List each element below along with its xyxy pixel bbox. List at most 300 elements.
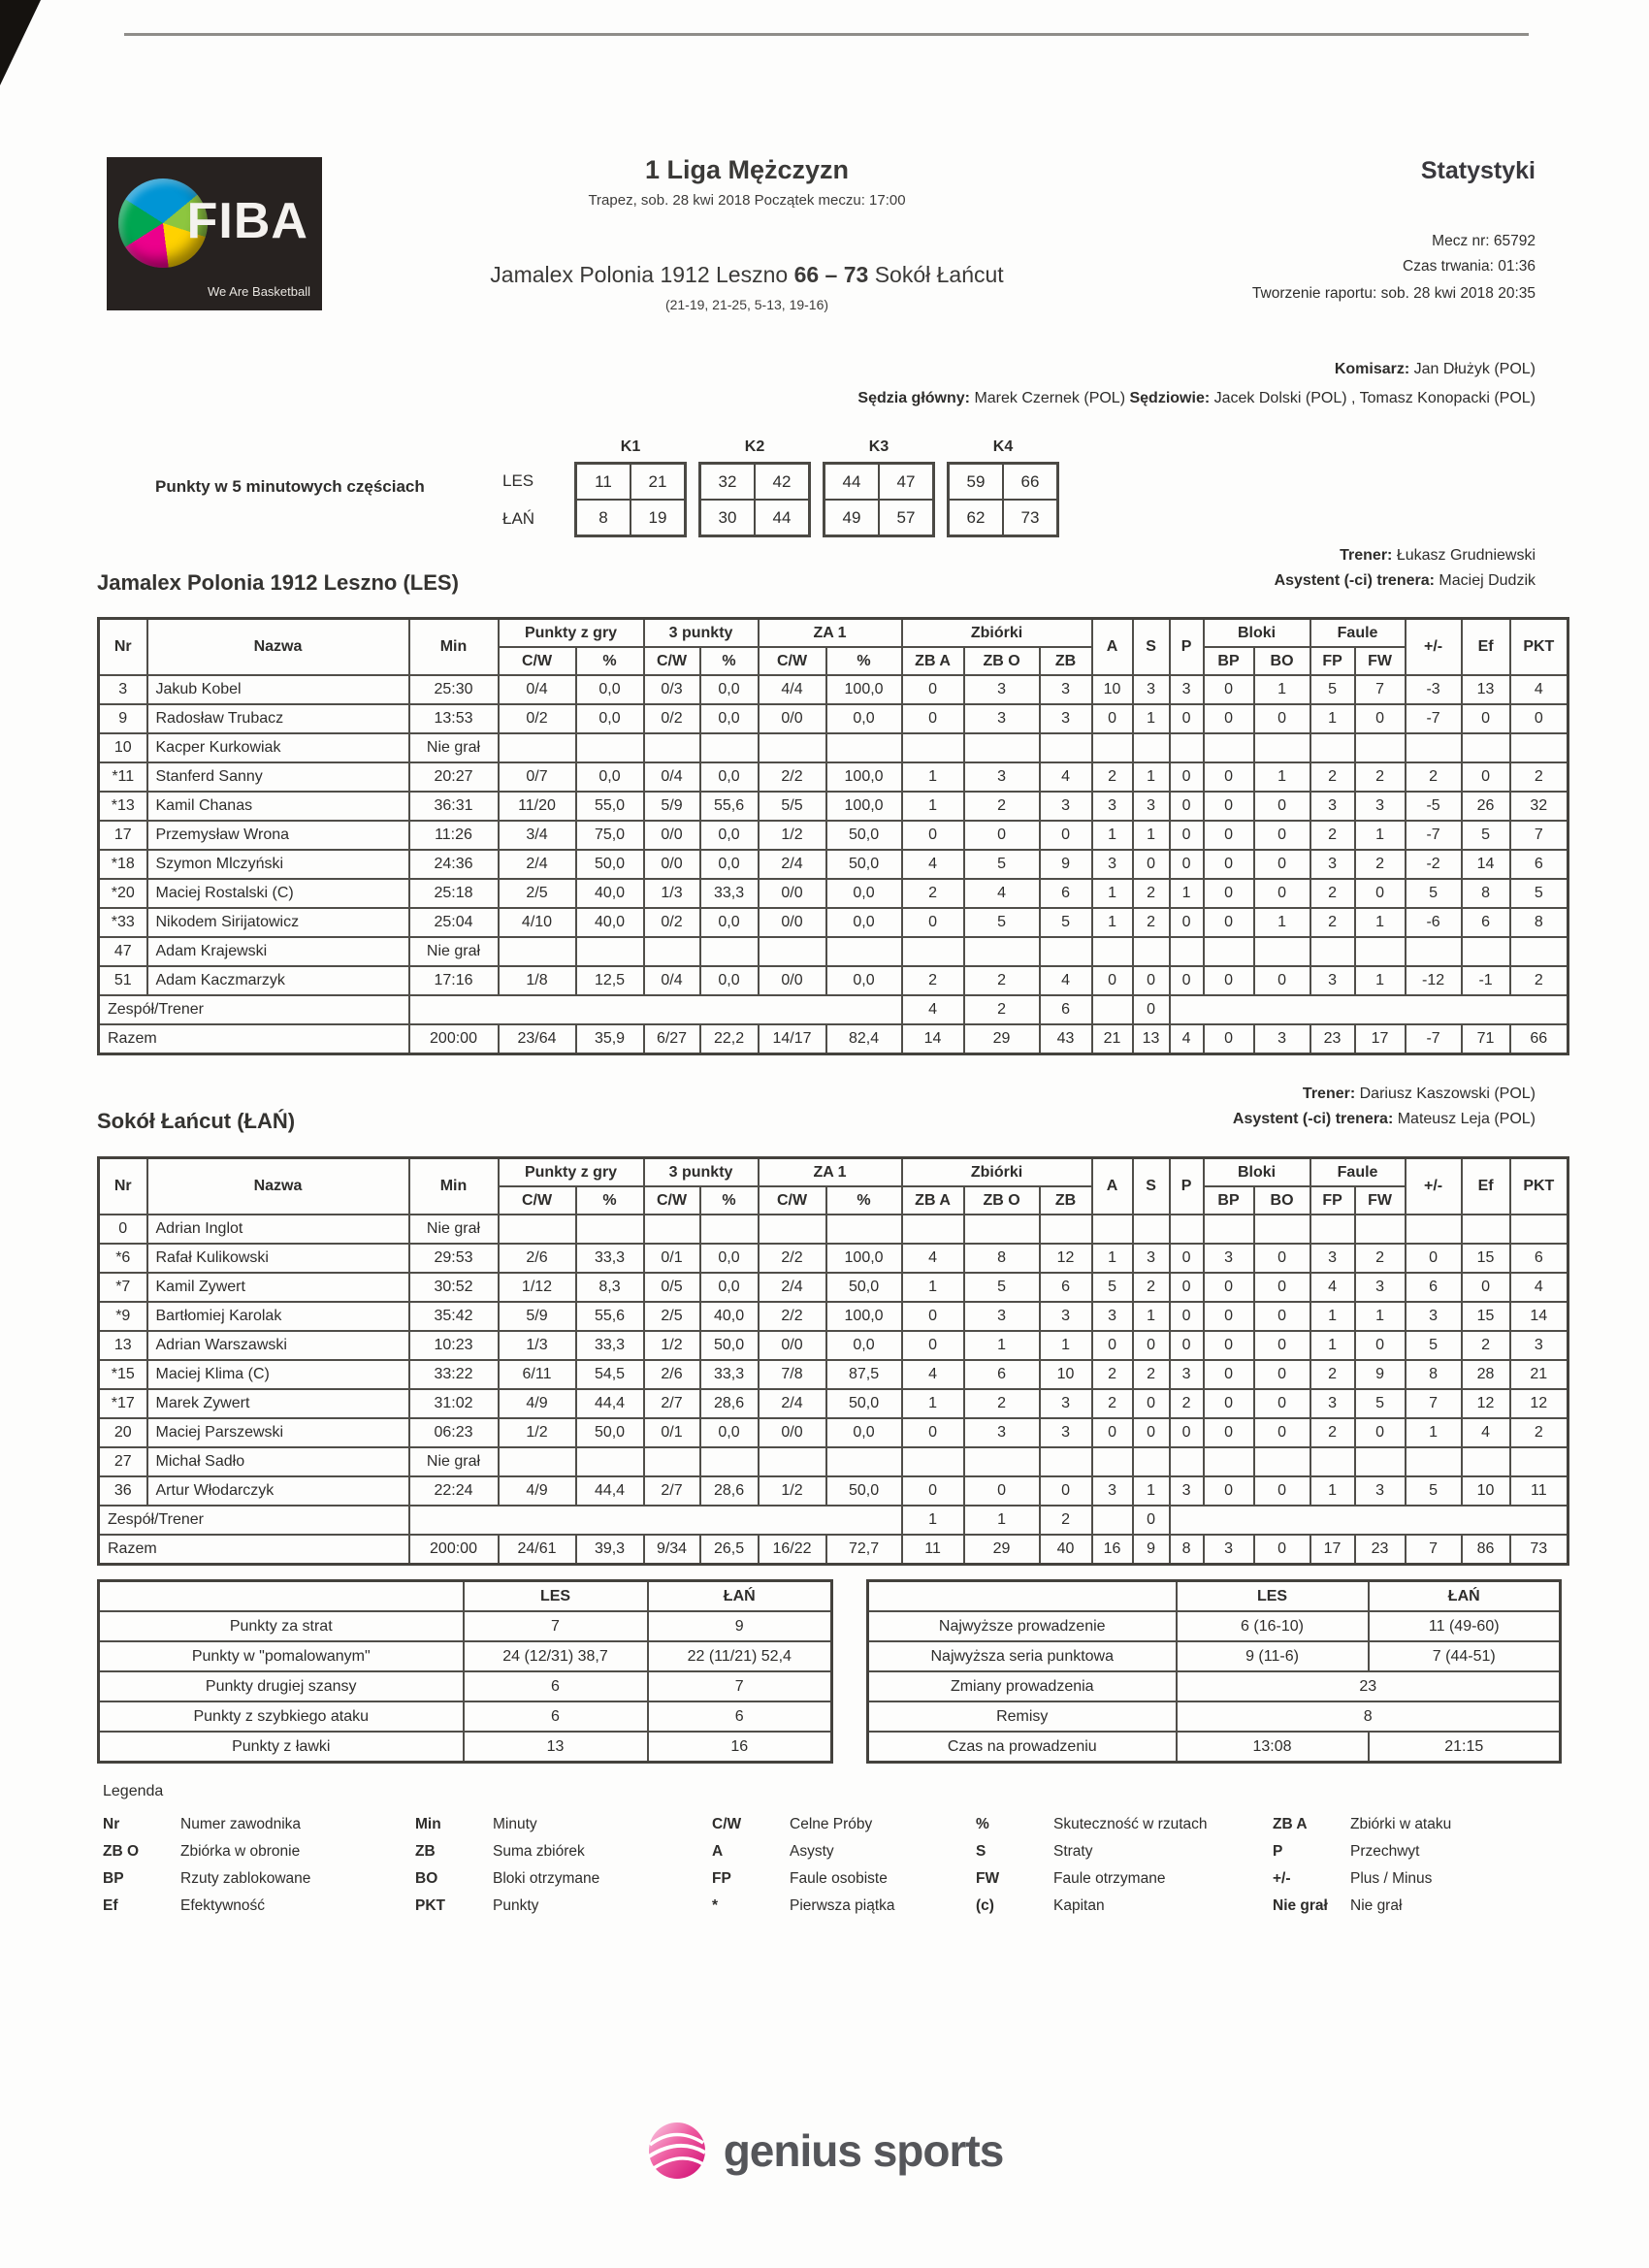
stat-cell: 0/0: [759, 966, 826, 995]
stat-cell: 4/4: [759, 675, 826, 704]
col-header-pkt: PKT: [1510, 619, 1568, 676]
stat-cell: 0: [1254, 1418, 1310, 1447]
player-number: 10: [99, 733, 147, 762]
player-name: Maciej Parszewski: [147, 1418, 409, 1447]
stat-cell: 6/11: [499, 1360, 576, 1389]
legend-desc: Bloki otrzymane: [493, 1870, 600, 1887]
total-cell: 6/27: [644, 1024, 700, 1054]
legend-desc: Punkty: [493, 1897, 539, 1914]
player-name: Kacper Kurkowiak: [147, 733, 409, 762]
stat-cell: 4: [1462, 1418, 1510, 1447]
col-header-zbo: ZB O: [964, 647, 1040, 675]
stat-cell: 0: [1133, 1331, 1170, 1360]
stat-cell: 2: [1355, 850, 1406, 879]
stat-cell: 1: [1133, 762, 1170, 792]
stat-cell: [1406, 1215, 1462, 1244]
quarter-score-row: [824, 500, 934, 536]
stat-cell: 0: [1462, 704, 1510, 733]
player-name: Maciej Klima (C): [147, 1360, 409, 1389]
stat-cell: 0,0: [826, 704, 902, 733]
stat-cell: 2: [1310, 821, 1355, 850]
stat-cell: 87,5: [826, 1360, 902, 1389]
stat-cell: 100,0: [826, 792, 902, 821]
summary-right-col-les: LES: [1177, 1581, 1369, 1612]
col-header-ef: Ef: [1462, 619, 1510, 676]
col-group-blk: Bloki: [1204, 1158, 1310, 1187]
stat-cell: 1: [1092, 908, 1133, 937]
quarter-score-table: [947, 462, 1059, 537]
summary-right-wrap: [866, 1579, 1562, 1764]
stat-cell: 2: [1355, 762, 1406, 792]
referees-line: [485, 390, 1536, 407]
col-header-pm: +/-: [1406, 619, 1462, 676]
stat-cell: 1: [1254, 762, 1310, 792]
stat-cell: [644, 733, 700, 762]
stat-cell: 14: [1462, 850, 1510, 879]
stat-cell: [1092, 995, 1133, 1024]
stat-cell: 2/2: [759, 1302, 826, 1331]
total-cell: 11: [902, 1535, 964, 1565]
stat-cell: 15: [1462, 1244, 1510, 1273]
total-cell: 0: [1204, 1024, 1254, 1054]
legend-abbr: Min: [415, 1816, 441, 1832]
stat-cell: 13: [1462, 675, 1510, 704]
legend-desc: Zbiórki w ataku: [1350, 1816, 1452, 1832]
stat-cell: -7: [1406, 704, 1462, 733]
stat-cell: 15: [1462, 1302, 1510, 1331]
total-cell: 0: [1254, 1535, 1310, 1565]
total-cell: 24/61: [499, 1535, 576, 1565]
summary-right-table: [866, 1579, 1562, 1764]
legend-desc: Zbiórka w obronie: [180, 1843, 301, 1860]
legend-desc: Faule osobiste: [790, 1870, 888, 1887]
col-header-ft-pct: %: [826, 1186, 902, 1215]
quarters-row-les: LES: [502, 471, 534, 490]
col-header-zb: ZB: [1040, 1186, 1092, 1215]
legend-abbr: P: [1273, 1843, 1283, 1860]
stat-cell: 0: [1170, 792, 1204, 821]
stat-cell: 0: [1355, 1331, 1406, 1360]
stat-cell: 4: [1310, 1273, 1355, 1302]
legend-abbr: FW: [976, 1870, 1000, 1887]
player-name: Jakub Kobel: [147, 675, 409, 704]
stat-cell: [759, 1447, 826, 1476]
stat-cell: 0,0: [700, 966, 759, 995]
stat-cell: 3: [964, 1302, 1040, 1331]
stat-cell: 3: [1133, 792, 1170, 821]
summary-value: 23: [1177, 1671, 1561, 1701]
stat-cell: 2: [1092, 1360, 1133, 1389]
col-header-min: Min: [409, 619, 499, 676]
col-header-zba: ZB A: [902, 647, 964, 675]
player-name: Adam Krajewski: [147, 937, 409, 966]
stat-cell: 2/2: [759, 1244, 826, 1273]
quarter-title: K3: [868, 438, 889, 455]
summary-left-col-les: LES: [464, 1581, 648, 1612]
stat-cell: 4: [1040, 966, 1092, 995]
stat-cell: 0: [1092, 1418, 1133, 1447]
col-header-ft-pct: %: [826, 647, 902, 675]
stat-cell: 21: [1510, 1360, 1568, 1389]
total-cell: 43: [1040, 1024, 1092, 1054]
stat-cell: [644, 937, 700, 966]
total-cell: 16/22: [759, 1535, 826, 1565]
quarter-score: 44: [824, 464, 880, 501]
stat-cell: 2: [1092, 1389, 1133, 1418]
stat-cell: 40,0: [576, 908, 644, 937]
player-name: Przemysław Wrona: [147, 821, 409, 850]
quarter-title: K2: [744, 438, 765, 455]
total-cell: 3: [1254, 1024, 1310, 1054]
stat-cell: 1: [1254, 675, 1310, 704]
legend-desc: Straty: [1053, 1843, 1093, 1860]
summary-value-lan: 6: [648, 1701, 832, 1732]
stat-cell: 4/9: [499, 1389, 576, 1418]
stat-cell: 0,0: [700, 1244, 759, 1273]
stat-cell: 6: [1510, 1244, 1568, 1273]
legend-item: [1273, 1897, 1538, 1915]
stat-cell: 5: [1510, 879, 1568, 908]
legend-desc: Suma zbiórek: [493, 1843, 585, 1860]
stat-cell: 32: [1510, 792, 1568, 821]
team1-stats-table: [97, 617, 1569, 1055]
summary-left-body: [99, 1611, 832, 1763]
stat-cell: 0: [1254, 1273, 1310, 1302]
legend-desc: Rzuty zablokowane: [180, 1870, 311, 1887]
stat-cell: 0: [1133, 1418, 1170, 1447]
player-number: 9: [99, 704, 147, 733]
total-cell: 23: [1355, 1535, 1406, 1565]
stat-cell: 0/0: [759, 1331, 826, 1360]
col-header-nr: Nr: [99, 1158, 147, 1215]
stat-cell: 2: [1170, 1389, 1204, 1418]
stat-cell: 0/4: [499, 675, 576, 704]
stat-cell: 40,0: [700, 1302, 759, 1331]
col-header-zbo: ZB O: [964, 1186, 1040, 1215]
stat-cell: 0,0: [700, 704, 759, 733]
stat-cell: 0: [1355, 879, 1406, 908]
player-name: Adrian Inglot: [147, 1215, 409, 1244]
stat-cell: [759, 733, 826, 762]
stat-cell: [964, 937, 1040, 966]
stat-cell: [700, 937, 759, 966]
stat-cell: 33,3: [576, 1331, 644, 1360]
col-header-a: A: [1092, 619, 1133, 676]
scan-top-line: [124, 33, 1529, 36]
stat-cell: 5: [964, 850, 1040, 879]
stat-cell: [964, 1447, 1040, 1476]
quarter-score-row: [824, 464, 934, 501]
total-cell: 9: [1133, 1535, 1170, 1565]
stat-cell: 0: [1204, 792, 1254, 821]
stat-cell: 2: [902, 879, 964, 908]
col-header-fg-cw: C/W: [499, 647, 576, 675]
stat-cell: 3: [1310, 850, 1355, 879]
stat-cell: 8: [1462, 879, 1510, 908]
totals-label: Razem: [99, 1024, 409, 1054]
quarter-score-table: [698, 462, 811, 537]
col-header-ft-cw: C/W: [759, 1186, 826, 1215]
team2-coach-name: Dariusz Kaszowski (POL): [1359, 1085, 1536, 1102]
summary-value-les: 13:08: [1177, 1732, 1369, 1763]
stat-cell: 0,0: [700, 908, 759, 937]
player-row: [99, 1476, 1568, 1506]
stat-cell: 0: [1204, 879, 1254, 908]
legend-item: [1273, 1870, 1538, 1888]
stat-cell: 0,0: [826, 1331, 902, 1360]
stat-cell: 1: [1040, 1331, 1092, 1360]
team2-coach-label: Trener:: [1302, 1085, 1356, 1102]
player-number: *11: [99, 762, 147, 792]
stat-cell: [964, 733, 1040, 762]
stat-cell: 0,0: [576, 704, 644, 733]
stat-cell: [576, 1215, 644, 1244]
legend-item: [712, 1843, 976, 1861]
col-header-3p-pct: %: [700, 1186, 759, 1215]
stat-cell: [700, 733, 759, 762]
summary-value-lan: 22 (11/21) 52,4: [648, 1641, 832, 1671]
stat-cell: 0/0: [759, 1418, 826, 1447]
quarter-block: [698, 438, 811, 537]
legend-desc: Faule otrzymane: [1053, 1870, 1166, 1887]
player-name: Stanferd Sanny: [147, 762, 409, 792]
total-cell: 200:00: [409, 1535, 499, 1565]
quarter-score-row: [576, 464, 686, 501]
summary-left-table: [97, 1579, 833, 1764]
stat-cell: 1: [1355, 966, 1406, 995]
stat-cell: 2: [1133, 908, 1170, 937]
stat-cell: 35:42: [409, 1302, 499, 1331]
stat-cell: [409, 995, 902, 1024]
summary-label: Punkty za strat: [99, 1611, 464, 1641]
col-header-p: P: [1170, 1158, 1204, 1215]
stat-cell: 8: [1406, 1360, 1462, 1389]
match-duration: Czas trwania: 01:36: [1403, 258, 1536, 275]
legend-item: [1273, 1843, 1538, 1861]
col-header-fg-pct: %: [576, 1186, 644, 1215]
stat-cell: 50,0: [826, 850, 902, 879]
stat-cell: [1355, 937, 1406, 966]
stat-cell: 100,0: [826, 675, 902, 704]
stat-cell: [409, 1506, 902, 1535]
player-number: 47: [99, 937, 147, 966]
stat-cell: 50,0: [826, 821, 902, 850]
total-cell: 73: [1510, 1535, 1568, 1565]
summary-right-col-lan: ŁAŃ: [1369, 1581, 1561, 1612]
legend-item: [103, 1816, 415, 1833]
stat-cell: [499, 1215, 576, 1244]
col-header-bp: BP: [1204, 1186, 1254, 1215]
col-header-fg-pct: %: [576, 647, 644, 675]
stat-cell: 1: [902, 792, 964, 821]
stat-cell: 1: [1355, 908, 1406, 937]
player-number: *17: [99, 1389, 147, 1418]
legend-item: [103, 1897, 415, 1915]
stat-cell: 5: [1462, 821, 1510, 850]
stat-cell: 0,0: [700, 821, 759, 850]
stat-cell: 0/3: [644, 675, 700, 704]
stat-cell: 2: [1092, 762, 1133, 792]
total-cell: 9/34: [644, 1535, 700, 1565]
stat-cell: 2: [1133, 1360, 1170, 1389]
player-name: Adrian Warszawski: [147, 1331, 409, 1360]
player-row: [99, 966, 1568, 995]
stat-cell: 0: [1254, 704, 1310, 733]
stat-cell: 50,0: [576, 850, 644, 879]
legend-abbr: BP: [103, 1870, 124, 1887]
stat-cell: 4: [1510, 675, 1568, 704]
summary-value-les: 6: [464, 1671, 648, 1701]
stat-cell: 0/0: [644, 850, 700, 879]
stat-cell: 2/2: [759, 762, 826, 792]
stat-cell: 31:02: [409, 1389, 499, 1418]
stat-cell: 8: [1510, 908, 1568, 937]
stat-cell: 0,0: [826, 1418, 902, 1447]
stat-cell: 0: [1204, 1331, 1254, 1360]
total-cell: 17: [1310, 1535, 1355, 1565]
player-row: [99, 908, 1568, 937]
stat-cell: 1: [902, 762, 964, 792]
stat-cell: 0: [1204, 704, 1254, 733]
player-name: Szymon Mlczyński: [147, 850, 409, 879]
stat-cell: 0,0: [700, 1273, 759, 1302]
team2-coaches: [679, 1082, 1536, 1132]
col-header-bo: BO: [1254, 647, 1310, 675]
total-cell: 14/17: [759, 1024, 826, 1054]
col-group-fg: Punkty z gry: [499, 1158, 644, 1187]
player-number: *13: [99, 792, 147, 821]
quarter-score: 42: [755, 464, 810, 501]
stat-cell: 1/3: [644, 879, 700, 908]
stat-cell: 0: [1170, 966, 1204, 995]
stat-cell: 33,3: [700, 879, 759, 908]
summary-right-empty-header: [868, 1581, 1177, 1612]
stat-cell: 0: [902, 1476, 964, 1506]
stat-cell: 2: [902, 966, 964, 995]
stat-cell: 40,0: [576, 879, 644, 908]
stat-cell: 0,0: [700, 675, 759, 704]
stat-cell: 0,0: [700, 762, 759, 792]
col-header-fp: FP: [1310, 1186, 1355, 1215]
legend-item: [415, 1843, 712, 1861]
team1-coach-name: Łukasz Grudniewski: [1396, 547, 1536, 564]
stat-cell: 1/12: [499, 1273, 576, 1302]
stat-cell: 0: [1204, 850, 1254, 879]
stat-cell: [576, 1447, 644, 1476]
stat-cell: 0: [902, 908, 964, 937]
stat-cell: 0: [1204, 675, 1254, 704]
stat-cell: 3: [1310, 1244, 1355, 1273]
stat-cell: 30:52: [409, 1273, 499, 1302]
summary-row: [868, 1701, 1561, 1732]
legend-desc: Asysty: [790, 1843, 834, 1860]
quarter-score: 19: [630, 500, 686, 536]
quarter-score-row: [576, 500, 686, 536]
col-group-foul: Faule: [1310, 1158, 1406, 1187]
player-row: [99, 675, 1568, 704]
fiba-wordmark: FIBA: [186, 193, 308, 249]
col-header-p: P: [1170, 619, 1204, 676]
totals-label: Razem: [99, 1535, 409, 1565]
stat-cell: 0: [1170, 1418, 1204, 1447]
team2-table-body: [99, 1215, 1568, 1565]
stat-cell: 3: [1355, 1476, 1406, 1506]
col-header-fw: FW: [1355, 1186, 1406, 1215]
summary-label: Punkty z szybkiego ataku: [99, 1701, 464, 1732]
stat-cell: 1: [1254, 908, 1310, 937]
stat-cell: 0: [1170, 1244, 1204, 1273]
quarters-tables: [574, 438, 1059, 537]
stat-cell: 0/0: [759, 879, 826, 908]
summary-row: [99, 1671, 832, 1701]
stat-cell: 6: [1040, 879, 1092, 908]
stat-cell: 0/0: [759, 704, 826, 733]
player-number: 36: [99, 1476, 147, 1506]
player-row: [99, 1331, 1568, 1360]
umpires-label: Sędziowie:: [1129, 390, 1211, 406]
stat-cell: 28,6: [700, 1389, 759, 1418]
summary-row: [99, 1611, 832, 1641]
player-name: Artur Włodarczyk: [147, 1476, 409, 1506]
total-cell: 71: [1462, 1024, 1510, 1054]
col-header-nazwa: Nazwa: [147, 1158, 409, 1215]
player-row: [99, 1244, 1568, 1273]
stat-cell: 0: [1133, 850, 1170, 879]
quarter-score-row: [949, 464, 1058, 501]
stat-cell: [499, 937, 576, 966]
stat-cell: 0: [1462, 762, 1510, 792]
stat-cell: 5: [1406, 1331, 1462, 1360]
stat-cell: [1510, 733, 1568, 762]
player-name: Bartłomiej Karolak: [147, 1302, 409, 1331]
stat-cell: 3: [1092, 850, 1133, 879]
stat-cell: 7: [1355, 675, 1406, 704]
stat-cell: 12,5: [576, 966, 644, 995]
player-number: *9: [99, 1302, 147, 1331]
legend-abbr: Nie grał: [1273, 1897, 1328, 1914]
stat-cell: 2: [1406, 762, 1462, 792]
quarters-row-lan: ŁAŃ: [502, 509, 535, 528]
stat-cell: [1510, 937, 1568, 966]
player-number: 20: [99, 1418, 147, 1447]
stat-cell: 0/2: [644, 704, 700, 733]
stat-cell: 2: [1462, 1331, 1510, 1360]
referee-label: Sędzia główny:: [857, 390, 970, 406]
stat-cell: 5: [1355, 1389, 1406, 1418]
quarter-block: [574, 438, 687, 537]
stat-cell: 1: [1133, 1476, 1170, 1506]
stat-cell: 3/4: [499, 821, 576, 850]
stat-cell: 2/4: [499, 850, 576, 879]
quarter-score: 30: [700, 500, 756, 536]
col-group-ft: ZA 1: [759, 619, 902, 648]
stat-cell: [1170, 995, 1568, 1024]
legend-item: [976, 1816, 1273, 1833]
stat-cell: 0: [964, 1476, 1040, 1506]
player-row: [99, 1273, 1568, 1302]
player-name: Adam Kaczmarzyk: [147, 966, 409, 995]
legend-abbr: C/W: [712, 1816, 742, 1832]
quarter-score: 32: [700, 464, 756, 501]
player-row: [99, 704, 1568, 733]
stat-cell: 2/4: [759, 1389, 826, 1418]
stat-cell: 2: [1510, 762, 1568, 792]
commissioner-label: Komisarz:: [1334, 361, 1410, 377]
stat-cell: 7: [1510, 821, 1568, 850]
summary-row: [868, 1611, 1561, 1641]
stat-cell: 1: [1355, 821, 1406, 850]
col-header-fw: FW: [1355, 647, 1406, 675]
